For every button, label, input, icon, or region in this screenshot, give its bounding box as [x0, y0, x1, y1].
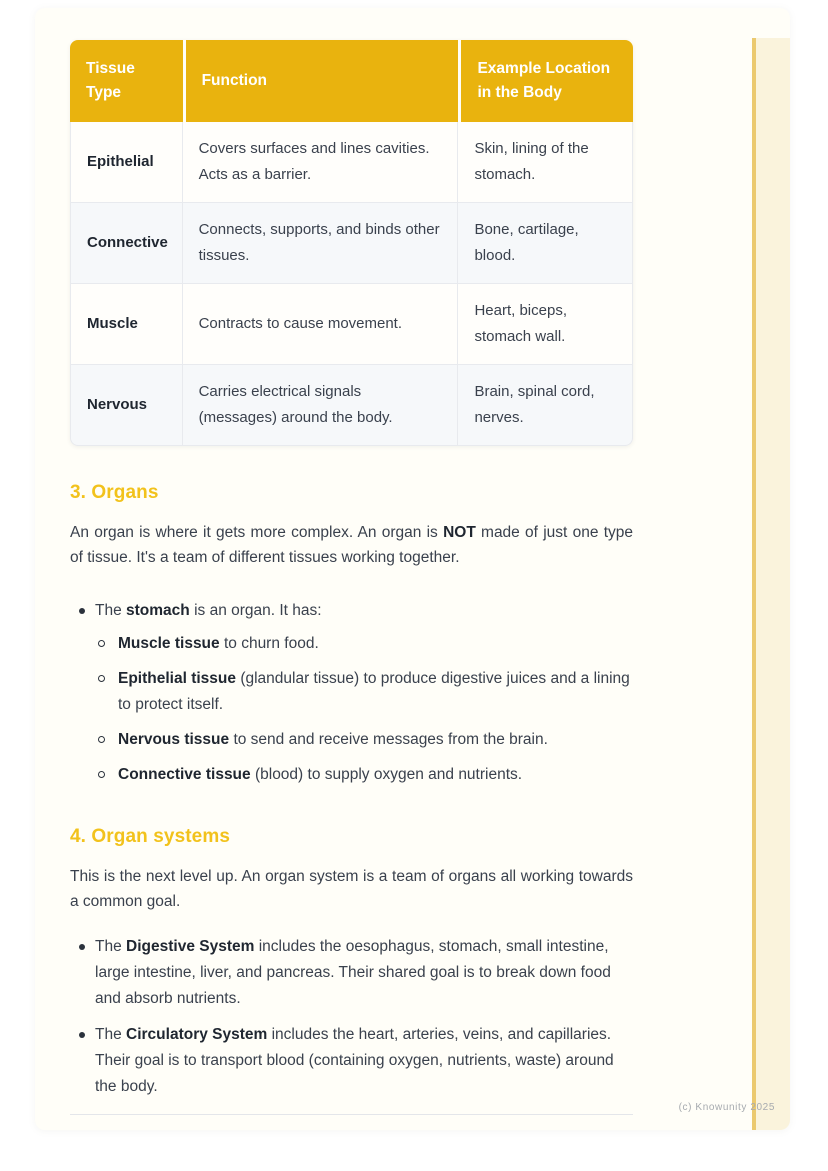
list-item-text: The stomach is an organ. It has: — [95, 602, 322, 619]
cell-tissue-type: Epithelial — [70, 122, 183, 203]
sublist-item-muscle-tissue: Muscle tissue to churn food. — [95, 631, 633, 657]
section-3-list — [70, 598, 633, 788]
sublist-item-connective-tissue: Connective tissue (blood) to supply oxygen and nutrients. — [95, 762, 633, 788]
section-divider — [70, 1114, 633, 1115]
cell-location: Bone, cartilage, blood. — [458, 203, 633, 284]
cell-tissue-type: Connective — [70, 203, 183, 284]
table-row-epithelial — [70, 122, 633, 203]
stomach-tissue-sublist — [95, 631, 633, 788]
cell-location: Brain, spinal cord, nerves. — [458, 365, 633, 446]
sublist-item-nervous-tissue: Nervous tissue to send and receive messages from the brain. — [95, 727, 633, 753]
section-4-list — [70, 934, 633, 1100]
cell-function: Covers surfaces and lines cavities. Acts as a barrier. — [183, 122, 459, 203]
cell-location: Skin, lining of the stomach. — [458, 122, 633, 203]
cell-function: Connects, supports, and binds other tissues. — [183, 203, 459, 284]
table-header-tissue-type: Tissue Type — [70, 40, 183, 122]
list-item-stomach — [70, 598, 633, 788]
table-row-nervous — [70, 365, 633, 446]
document-content — [35, 8, 790, 1115]
section-3-intro: An organ is where it gets more complex. An organ is NOT made of just one type of tissue. It's a team of different tissues working together. — [70, 524, 633, 566]
table-row-muscle — [70, 284, 633, 365]
section-3-heading: 3. Organs — [70, 482, 159, 503]
list-item-digestive-system: The Digestive System includes the oesophagus, stomach, small intestine, large intestine, liver, and pancreas. Their shared goal is to break down food and absorb nutrients. — [70, 934, 633, 1012]
table-header-example-location: Example Location in the Body — [458, 40, 633, 122]
list-item-circulatory-system: The Circulatory System includes the heart, arteries, veins, and capillaries. Their goal is to transport blood (containing oxygen, nutrients, waste) around the body. — [70, 1022, 633, 1100]
table-row-connective — [70, 203, 633, 284]
cell-location: Heart, biceps, stomach wall. — [458, 284, 633, 365]
copyright-footer: (c) Knowunity 2025 — [678, 1102, 775, 1113]
section-4-intro: This is the next level up. An organ system is a team of organs all working towards a common goal. — [70, 868, 633, 910]
cell-tissue-type: Muscle — [70, 284, 183, 365]
document-page — [35, 8, 790, 1130]
tissue-table — [70, 40, 633, 446]
cell-function: Contracts to cause movement. — [183, 284, 459, 365]
cell-function: Carries electrical signals (messages) around the body. — [183, 365, 459, 446]
table-header-function: Function — [183, 40, 459, 122]
sublist-item-epithelial-tissue: Epithelial tissue (glandular tissue) to produce digestive juices and a lining to protect itself. — [95, 666, 633, 718]
cell-tissue-type: Nervous — [70, 365, 183, 446]
section-4-heading: 4. Organ systems — [70, 826, 231, 847]
table-header-row — [70, 40, 633, 122]
